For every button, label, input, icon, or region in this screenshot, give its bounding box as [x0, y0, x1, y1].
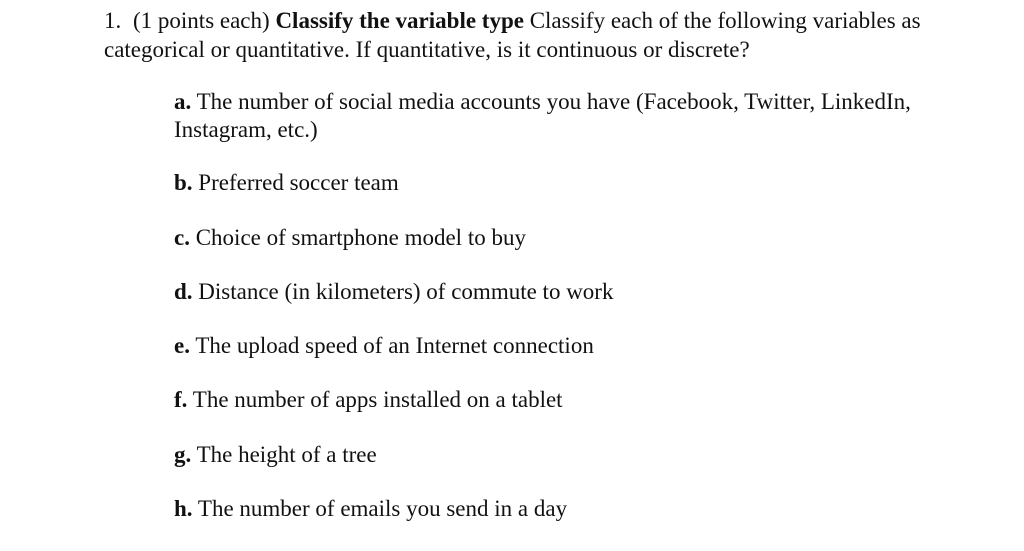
item-letter: a. — [174, 89, 192, 114]
list-item-f — [174, 386, 964, 414]
list-item-d — [174, 278, 964, 306]
item-text: The number of emails you send in a day — [197, 496, 568, 521]
list-item-c — [174, 224, 964, 252]
question-instruction: Classify each of the following variables as categorical or quantitative. If quantitative, is it continuous or discrete? — [104, 8, 921, 62]
question-points: (1 points each) — [133, 8, 270, 33]
item-text: The upload speed of an Internet connection — [195, 333, 594, 358]
item-letter: f. — [174, 387, 188, 412]
list-item-e — [174, 332, 964, 360]
item-letter: h. — [174, 496, 193, 521]
item-text: Choice of smartphone model to buy — [195, 225, 526, 250]
item-text: Preferred soccer team — [198, 170, 399, 195]
item-text: The number of social media accounts you have (Facebook, Twitter, LinkedIn, Instagram, etc.) — [174, 89, 911, 142]
list-item-b — [174, 169, 964, 197]
question-heading: Classify the variable type — [275, 8, 524, 33]
item-letter: g. — [174, 442, 192, 467]
question-text — [104, 6, 984, 64]
item-letter: b. — [174, 170, 193, 195]
item-text: The number of apps installed on a tablet — [192, 387, 563, 412]
list-item-a — [174, 88, 964, 144]
item-text: Distance (in kilometers) of commute to work — [198, 279, 614, 304]
item-letter: e. — [174, 333, 190, 358]
question-number: 1. — [104, 8, 122, 33]
list-item-h — [174, 495, 964, 523]
item-letter: c. — [174, 225, 190, 250]
list-item-g — [174, 441, 964, 469]
item-text: The height of a tree — [196, 442, 377, 467]
item-letter: d. — [174, 279, 193, 304]
